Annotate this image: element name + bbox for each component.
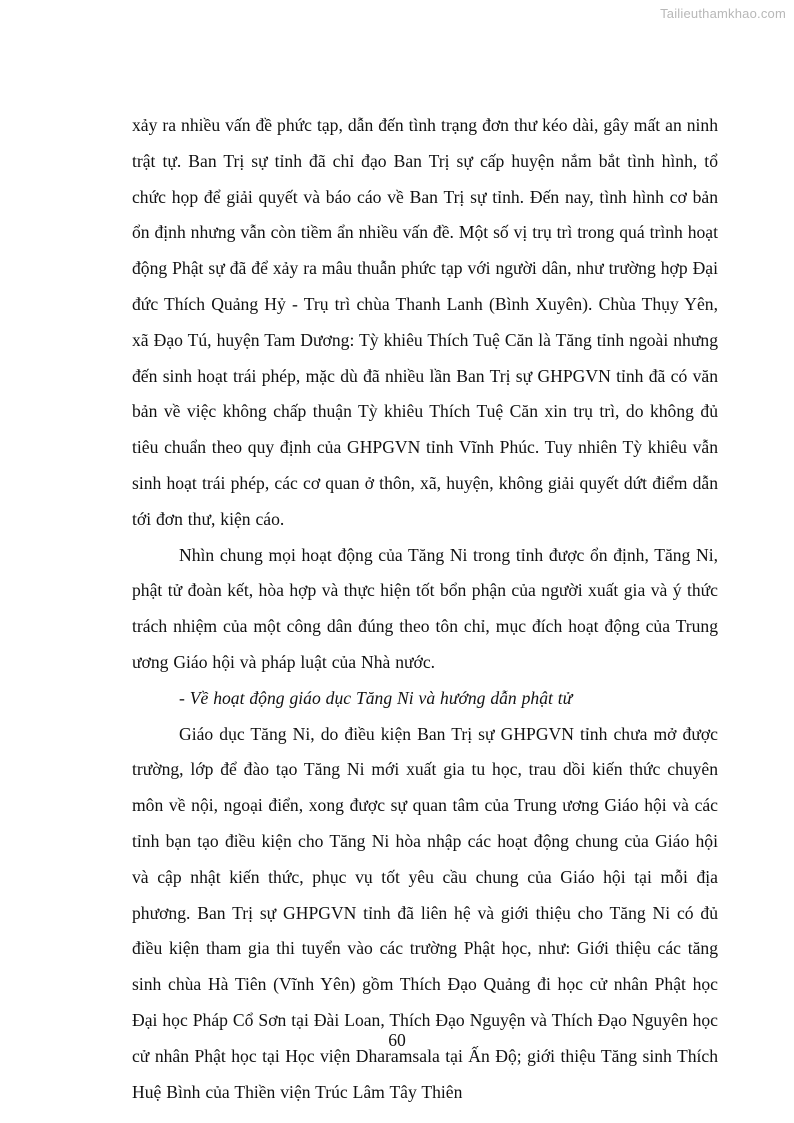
section-heading: - Về hoạt động giáo dục Tăng Ni và hướng dẫn phật tử: [179, 687, 573, 708]
paragraph-summary: Nhìn chung mọi hoạt động của Tăng Ni trong tỉnh được ổn định, Tăng Ni, phật tử đoàn kết, hòa hợp và thực hiện tốt bổn phận của người xuất gia và ý thức trách nhiệm của một công dân đúng theo tôn chỉ, mục đích hoạt động của Trung ương Giáo hội và pháp luật của Nhà nước.: [132, 544, 718, 672]
watermark-text: Tailieuthamkhao.com: [660, 6, 786, 21]
document-body: [132, 108, 718, 1110]
paragraph-continuation: xảy ra nhiều vấn đề phức tạp, dẫn đến tình trạng đơn thư kéo dài, gây mất an ninh trật tự. Ban Trị sự tỉnh đã chỉ đạo Ban Trị sự cấp huyện nắm bắt tình hình, tổ chức họp để giải quyết và báo cáo về Ban Trị sự tỉnh. Đến nay, tình hình cơ bản ổn định nhưng vẫn còn tiềm ẩn nhiều vấn đề. Một số vị trụ trì trong quá trình hoạt động Phật sự đã để xảy ra mâu thuẫn phức tạp với người dân, như trường hợp Đại đức Thích Quảng Hỷ - Trụ trì chùa Thanh Lanh (Bình Xuyên). Chùa Thụy Yên, xã Đạo Tú, huyện Tam Dương: Tỳ khiêu Thích Tuệ Căn là Tăng tỉnh ngoài nhưng đến sinh hoạt trái phép, mặc dù đã nhiều lần Ban Trị sự GHPGVN tỉnh đã có văn bản về việc không chấp thuận Tỳ khiêu Thích Tuệ Căn xin trụ trì, do không đủ tiêu chuẩn theo quy định của GHPGVN tỉnh Vĩnh Phúc. Tuy nhiên Tỳ khiêu vẫn sinh hoạt trái phép, các cơ quan ở thôn, xã, huyện, không giải quyết dứt điểm dẫn tới đơn thư, kiện cáo.: [132, 115, 718, 529]
paragraph-education: Giáo dục Tăng Ni, do điều kiện Ban Trị sự GHPGVN tỉnh chưa mở được trường, lớp để đào tạo Tăng Ni mới xuất gia tu học, trau dồi kiến thức chuyên môn về nội, ngoại điển, xong được sự quan tâm của Trung ương Giáo hội và các tỉnh bạn tạo điều kiện cho Tăng Ni hòa nhập các hoạt động chung của Giáo hội và cập nhật kiến thức, phục vụ tốt yêu cầu chung của Giáo hội tại mỗi địa phương. Ban Trị sự GHPGVN tỉnh đã liên hệ và giới thiệu cho Tăng Ni có đủ điều kiện tham gia thi tuyển vào các trường Phật học, như: Giới thiệu các tăng sinh chùa Hà Tiên (Vĩnh Yên) gồm Thích Đạo Quảng đi học cử nhân Phật học Đại học Pháp Cổ Sơn tại Đài Loan, Thích Đạo Nguyện và Thích Đạo Nguyên học cử nhân Phật học tại Học viện Dharamsala tại Ấn Độ; giới thiệu Tăng sinh Thích Huệ Bình của Thiền viện Trúc Lâm Tây Thiên: [132, 723, 718, 1102]
page-number: 60: [388, 1030, 406, 1050]
